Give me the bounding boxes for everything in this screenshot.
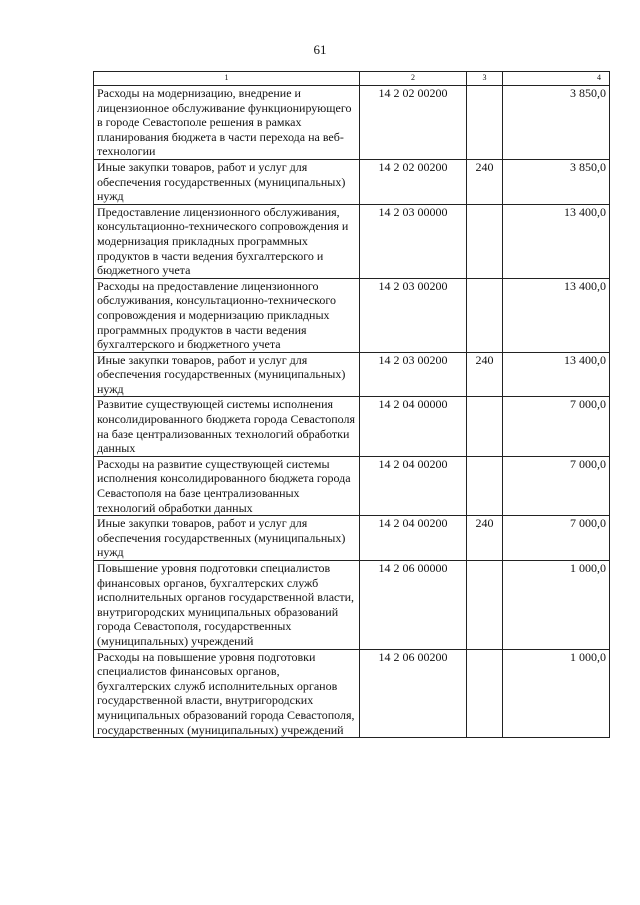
- row-name: Предоставление лицензионного обслуживания, консультационно-технического сопровождения и модернизация прикладных программных продуктов в части ведения бухгалтерского и бюджетного учета: [94, 204, 360, 278]
- row-expense-type: [467, 86, 503, 160]
- row-name: Иные закупки товаров, работ и услуг для обеспечения государственных (муниципальных) нужд: [94, 516, 360, 561]
- table-row: [94, 86, 610, 160]
- row-amount: 7 000,0: [503, 516, 610, 561]
- row-amount: 3 850,0: [503, 86, 610, 160]
- row-code: 14 2 04 00200: [360, 516, 467, 561]
- row-code: 14 2 06 00000: [360, 561, 467, 650]
- table-row: [94, 561, 610, 650]
- row-amount: 7 000,0: [503, 456, 610, 515]
- row-name: Расходы на предоставление лицензионного обслуживания, консультационно-технического сопровождения и модернизацию прикладных программных продуктов в части ведения бухгалтерского и бюджетного учета: [94, 278, 360, 352]
- row-name: Расходы на модернизацию, внедрение и лицензионное обслуживание функционирующего в городе Севастополе решения в рамках планирования бюджета в части перехода на веб-технологии: [94, 86, 360, 160]
- page-number: 61: [313, 42, 327, 57]
- table-row: [94, 516, 610, 561]
- row-expense-type: [467, 397, 503, 456]
- row-name: Иные закупки товаров, работ и услуг для обеспечения государственных (муниципальных) нужд: [94, 352, 360, 397]
- row-amount: 13 400,0: [503, 278, 610, 352]
- row-amount: 3 850,0: [503, 159, 610, 204]
- table-row: [94, 204, 610, 278]
- row-code: 14 2 02 00200: [360, 159, 467, 204]
- row-expense-type: 240: [467, 516, 503, 561]
- row-expense-type: 240: [467, 159, 503, 204]
- row-code: 14 2 03 00000: [360, 204, 467, 278]
- row-expense-type: [467, 456, 503, 515]
- table-row: [94, 397, 610, 456]
- table-row: [94, 278, 610, 352]
- row-name: Иные закупки товаров, работ и услуг для обеспечения государственных (муниципальных) нужд: [94, 159, 360, 204]
- row-code: 14 2 06 00200: [360, 649, 467, 738]
- row-code: 14 2 02 00200: [360, 86, 467, 160]
- row-name: Повышение уровня подготовки специалистов финансовых органов, бухгалтерских служб исполнительных органов государственной власти, внутригородских муниципальных образований города Севастополя, государственных (муниципальных) учреждений: [94, 561, 360, 650]
- header-column-3: 3: [467, 72, 503, 86]
- row-expense-type: [467, 561, 503, 650]
- row-amount: 13 400,0: [503, 352, 610, 397]
- row-expense-type: 240: [467, 352, 503, 397]
- header-column-2: 2: [360, 72, 467, 86]
- table-row: [94, 456, 610, 515]
- header-column-1: 1: [94, 72, 360, 86]
- header-column-4: 4: [503, 72, 610, 86]
- row-code: 14 2 04 00200: [360, 456, 467, 515]
- row-name: Развитие существующей системы исполнения консолидированного бюджета города Севастополя на базе централизованных технологий обработки данных: [94, 397, 360, 456]
- budget-table: [93, 71, 610, 738]
- table-header-row: [94, 72, 610, 86]
- row-expense-type: [467, 649, 503, 738]
- row-amount: 13 400,0: [503, 204, 610, 278]
- table-row: [94, 649, 610, 738]
- row-amount: 1 000,0: [503, 649, 610, 738]
- row-code: 14 2 04 00000: [360, 397, 467, 456]
- row-expense-type: [467, 204, 503, 278]
- row-name: Расходы на повышение уровня подготовки специалистов финансовых органов, бухгалтерских служб исполнительных органов государственной власти, внутригородских муниципальных образований города Севастополя, государственных (муниципальных) учреждений: [94, 649, 360, 738]
- table-row: [94, 352, 610, 397]
- row-code: 14 2 03 00200: [360, 278, 467, 352]
- row-name: Расходы на развитие существующей системы исполнения консолидированного бюджета города Севастополя на базе централизованных технологий обработки данных: [94, 456, 360, 515]
- row-code: 14 2 03 00200: [360, 352, 467, 397]
- row-amount: 1 000,0: [503, 561, 610, 650]
- table-row: [94, 159, 610, 204]
- row-amount: 7 000,0: [503, 397, 610, 456]
- row-expense-type: [467, 278, 503, 352]
